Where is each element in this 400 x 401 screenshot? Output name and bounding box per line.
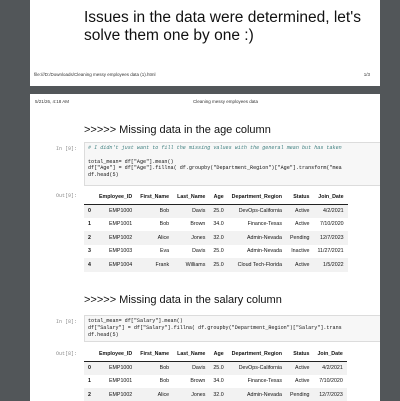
table-cell: Williams xyxy=(173,258,209,272)
table-cell: Frank xyxy=(136,258,173,272)
column-header: Age xyxy=(209,348,227,361)
code-cell-salary xyxy=(84,315,380,342)
table-cell: 7/10/2020 xyxy=(319,378,343,385)
table-row xyxy=(84,388,347,401)
table-cell: 2 xyxy=(84,231,95,245)
table-cell: 1 xyxy=(88,378,91,385)
in-prompt-age: In [9]: xyxy=(56,146,78,152)
code-cell-age xyxy=(84,142,380,186)
table-cell: 25.0 xyxy=(209,361,227,375)
table-cell: EMP1002 xyxy=(95,388,136,401)
table-cell: 2 xyxy=(84,388,95,401)
code-line: df["Age"] = df["Age"].fillna( df.groupby("Department_Region")["Age"].transform("mea xyxy=(88,165,342,172)
table-row xyxy=(84,361,347,375)
section-title-salary: >>>>> Missing data in the salary column xyxy=(84,294,282,306)
table-cell: Finance-Texas xyxy=(247,378,283,385)
column-header: First_Name xyxy=(136,348,173,361)
column-header: Age xyxy=(209,191,227,204)
table-cell: 34.0 xyxy=(213,378,224,385)
table-cell: Bob xyxy=(136,204,173,218)
table-cell: Jones xyxy=(173,388,209,401)
table-cell: 1/5/2022 xyxy=(313,258,347,272)
table-row xyxy=(84,375,347,389)
column-header: Employee_ID xyxy=(95,348,136,361)
table-cell: Bob xyxy=(159,378,170,385)
table-cell: 7/10/2020 xyxy=(320,221,344,228)
table-cell: Admin-Nevada xyxy=(246,248,283,255)
table-cell: Pending xyxy=(286,231,313,245)
table-cell: 12/7/2023 xyxy=(313,231,347,245)
table-cell: EMP1002 xyxy=(95,231,136,245)
table-cell: 11/27/2021 xyxy=(317,248,344,255)
table-cell: Brown xyxy=(190,378,206,385)
table-cell: 25.0 xyxy=(209,204,227,218)
table-cell: Davis xyxy=(173,361,209,375)
table-cell: 32.0 xyxy=(209,388,227,401)
table-cell: Jones xyxy=(173,231,209,245)
code-line: df["Salary"] = df["Salary"].fillna( df.groupby("Department_Region")["Salary"].trans xyxy=(88,324,342,331)
table-cell: DevOps-California xyxy=(228,361,286,375)
table-cell: 25.0 xyxy=(213,248,224,255)
page1-footer-url: file:///D:/Downloads/Cleaning messy employees data (1).html xyxy=(34,72,156,77)
column-header xyxy=(84,191,95,204)
table-cell: Pending xyxy=(286,388,313,401)
table-cell: 4/2/2021 xyxy=(313,361,346,375)
table-row xyxy=(84,245,348,259)
table-cell: EMP1004 xyxy=(95,258,136,272)
table-cell: Inactive xyxy=(291,248,310,255)
out-prompt-age: Out[9]: xyxy=(56,193,78,199)
page1-footer-page-number: 1/3 xyxy=(363,72,370,77)
table-cell: 12/7/2023 xyxy=(313,388,346,401)
table-cell: Admin-Nevada xyxy=(228,388,286,401)
table-cell: Bob xyxy=(136,361,173,375)
table-cell: Bob xyxy=(159,221,170,228)
table-cell: 32.0 xyxy=(209,231,227,245)
pdf-page-2 xyxy=(30,94,380,401)
page1-heading: Issues in the data were determined, let's solve them one by one :) xyxy=(84,9,361,44)
table-cell: EMP1000 xyxy=(95,204,136,218)
column-header: Status xyxy=(286,191,313,204)
table-header-row xyxy=(84,191,348,204)
column-header: Department_Region xyxy=(228,348,286,361)
table-cell: EMP1003 xyxy=(108,248,133,255)
table-cell: Davis xyxy=(192,248,206,255)
table-row xyxy=(84,204,348,218)
table-cell: Active xyxy=(286,204,313,218)
table-cell: Cloud Tech-Florida xyxy=(228,258,286,272)
table-cell: 0 xyxy=(84,204,95,218)
table-cell: 25.0 xyxy=(209,258,227,272)
section-title-age: >>>>> Missing data in the age column xyxy=(84,124,271,136)
table-cell: Active xyxy=(295,378,310,385)
page2-header-title: Cleaning messy employees data xyxy=(193,99,259,104)
table-cell: 1 xyxy=(88,221,91,228)
column-header: Join_Date xyxy=(313,191,347,204)
column-header: Last_Name xyxy=(173,191,209,204)
dataframe-table-salary xyxy=(84,348,347,401)
code-line: total_mean= df["Salary"].mean() xyxy=(88,318,183,324)
column-header: Department_Region xyxy=(228,191,286,204)
column-header: Last_Name xyxy=(173,348,209,361)
table-cell: 34.0 xyxy=(213,221,224,228)
table-cell: EMP1000 xyxy=(95,361,136,375)
table-cell: EMP1001 xyxy=(108,221,133,228)
table-cell: EMP1001 xyxy=(108,378,133,385)
table-cell: Davis xyxy=(173,204,209,218)
table-cell: Alice xyxy=(136,388,173,401)
in-prompt-salary: In [8]: xyxy=(56,319,78,325)
dataframe-table-age xyxy=(84,191,348,272)
column-header: First_Name xyxy=(136,191,173,204)
table-cell: 0 xyxy=(84,361,95,375)
table-cell: Active xyxy=(286,361,313,375)
table-row xyxy=(84,258,348,272)
column-header: Employee_ID xyxy=(95,191,136,204)
table-row xyxy=(84,218,348,232)
table-cell: 4/2/2021 xyxy=(313,204,347,218)
table-cell: 3 xyxy=(88,248,91,255)
code-line: total_mean= df["Age"].mean() xyxy=(88,158,174,165)
table-header-row xyxy=(84,348,347,361)
table-cell: Active xyxy=(286,258,313,272)
column-header: Join_Date xyxy=(313,348,346,361)
pdf-page-1 xyxy=(30,0,380,86)
table-cell: Eva xyxy=(159,248,170,255)
out-prompt-salary: Out[8]: xyxy=(56,351,78,357)
table-cell: 4 xyxy=(84,258,95,272)
code-line: df.head(5) xyxy=(88,172,119,179)
table-cell: Finance-Texas xyxy=(247,221,283,228)
table-cell: Brown xyxy=(190,221,206,228)
table-row xyxy=(84,231,348,245)
column-header: Status xyxy=(286,348,313,361)
page2-header-date: 5/21/26, 4:18 AM xyxy=(35,99,70,104)
table-cell: DevOps-California xyxy=(228,204,286,218)
code-line: df.head(5) xyxy=(88,331,119,338)
table-cell: Admin-Nevada xyxy=(228,231,286,245)
column-header xyxy=(84,348,95,361)
code-comment: # I didn't just want to fill the missing values with the general mean but has taken xyxy=(88,145,342,151)
table-cell: Alice xyxy=(136,231,173,245)
table-cell: Active xyxy=(295,221,310,228)
